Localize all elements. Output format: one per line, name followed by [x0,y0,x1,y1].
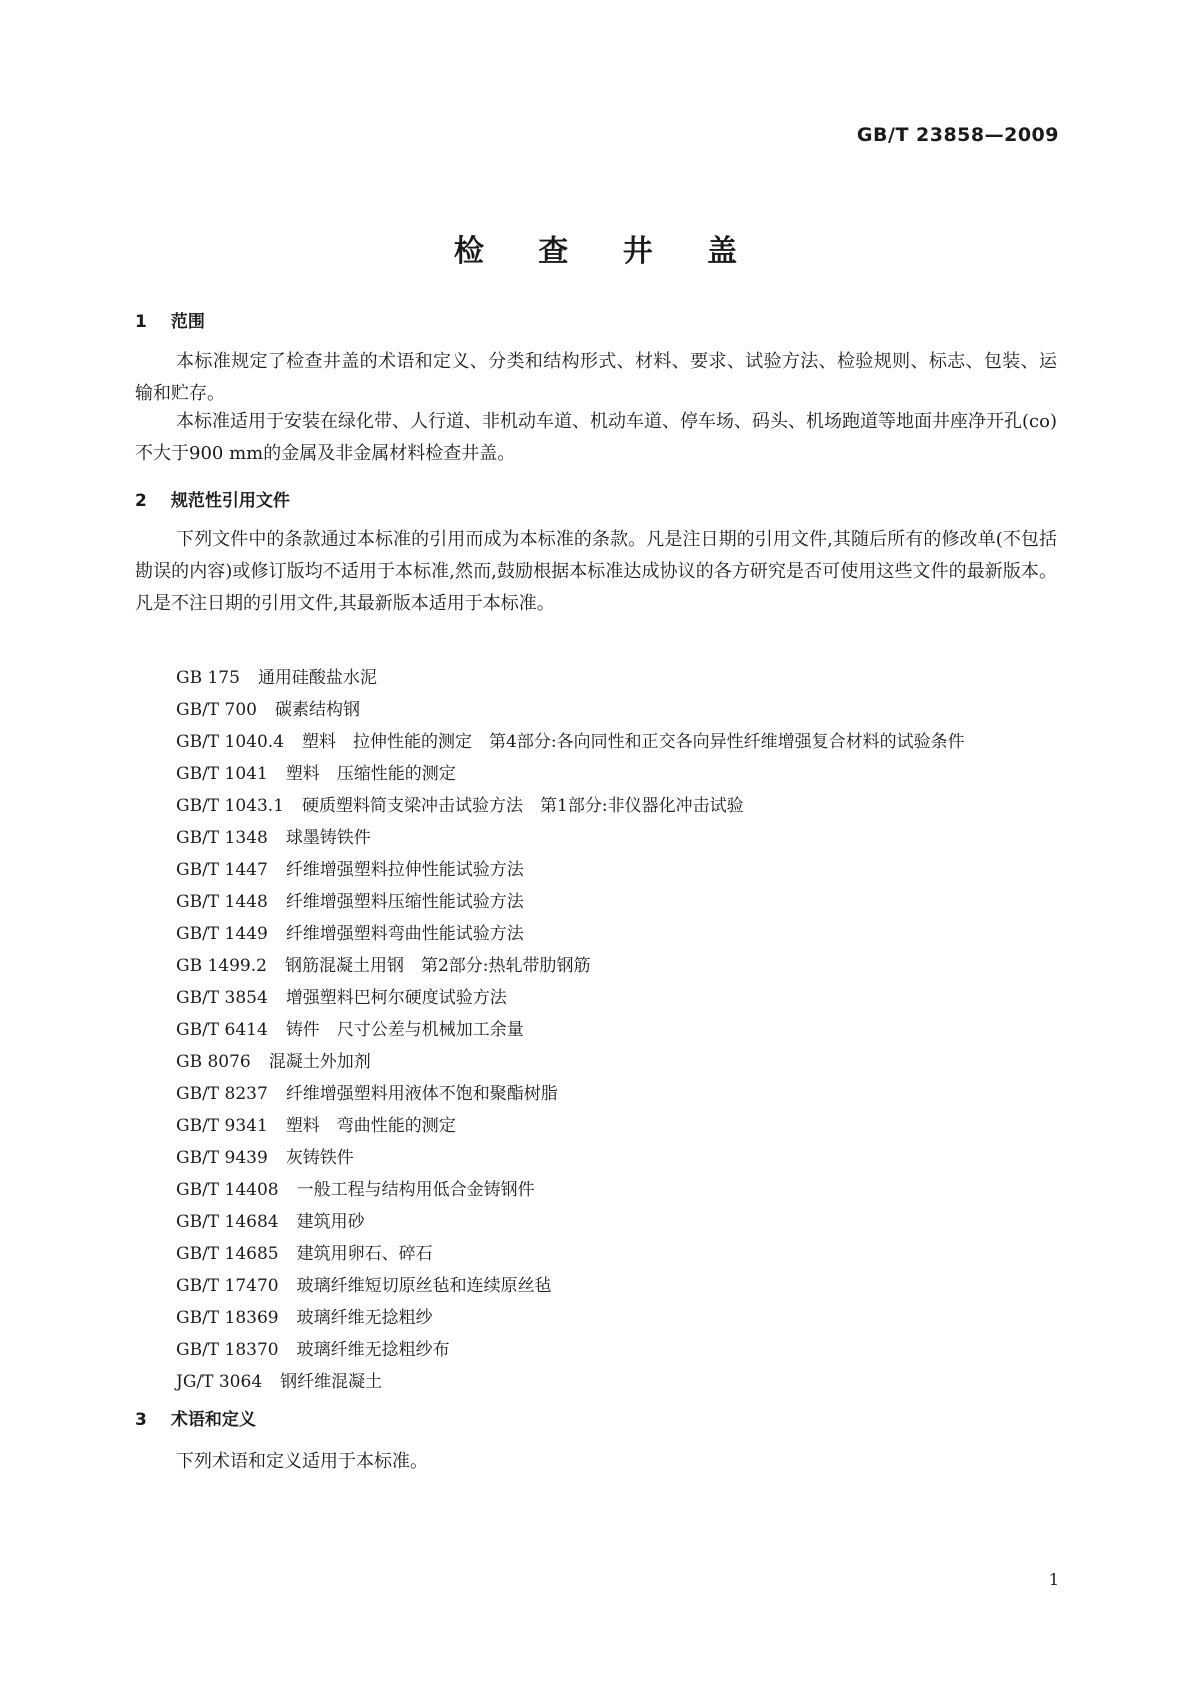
reference-title: 增强塑料巴柯尔硬度试验方法 [285,988,507,1008]
reference-code: GB/T 18369 [176,1308,279,1328]
reference-item [135,1302,1057,1334]
reference-title: 玻璃纤维短切原丝毡和连续原丝毡 [296,1276,552,1296]
section-number: 2 [135,491,147,511]
reference-code: GB 8076 [176,1052,251,1072]
reference-list [135,662,1057,1398]
reference-item [135,1142,1057,1174]
reference-title: 塑料 压缩性能的测定 [285,764,456,784]
reference-code: GB/T 700 [176,700,257,720]
reference-title: 塑料 拉伸性能的测定 第4部分:各向同性和正交各向异性纤维增强复合材料的试验条件 [302,732,965,752]
page-number: 1 [1048,1570,1059,1589]
reference-title: 混凝土外加剂 [268,1052,371,1072]
paragraph: 本标准规定了检查井盖的术语和定义、分类和结构形式、材料、要求、试验方法、检验规则、标志、包装、运输和贮存。 [135,351,1057,404]
reference-title: 塑料 弯曲性能的测定 [285,1116,456,1136]
section-heading-terms-and-definitions [135,1405,256,1430]
reference-code: GB/T 18370 [176,1340,279,1360]
reference-title: 钢筋混凝土用钢 第2部分:热轧带肋钢筋 [284,956,591,976]
reference-code: GB/T 1348 [176,828,268,848]
reference-code: GB/T 1448 [176,892,268,912]
reference-code: GB 1499.2 [176,956,267,976]
reference-title: 玻璃纤维无捻粗纱 [296,1308,433,1328]
reference-title: 纤维增强塑料弯曲性能试验方法 [285,924,524,944]
reference-item [135,1014,1057,1046]
document-title: 检 查 井 盖 [453,234,760,269]
reference-title: 通用硅酸盐水泥 [257,668,377,688]
reference-code: GB/T 1040.4 [176,732,285,752]
section-title: 术语和定义 [170,1410,256,1430]
reference-title: 纤维增强塑料用液体不饱和聚酯树脂 [285,1084,558,1104]
reference-title: 钢纤维混凝土 [280,1372,383,1392]
reference-code: GB/T 8237 [176,1084,268,1104]
reference-title: 灰铸铁件 [285,1148,354,1168]
reference-title: 建筑用砂 [296,1212,365,1232]
reference-title: 建筑用卵石、碎石 [296,1244,433,1264]
reference-title: 一般工程与结构用低合金铸钢件 [296,1180,535,1200]
reference-code: GB/T 6414 [176,1020,268,1040]
reference-code: GB/T 9341 [176,1116,268,1136]
reference-code: GB/T 14684 [176,1212,279,1232]
reference-title: 纤维增强塑料压缩性能试验方法 [285,892,524,912]
reference-code: GB/T 14408 [176,1180,279,1200]
reference-item [135,1110,1057,1142]
reference-code: JG/T 3064 [176,1372,263,1392]
paragraph: 下列术语和定义适用于本标准。 [176,1451,428,1472]
reference-item [135,1334,1057,1366]
reference-title: 玻璃纤维无捻粗纱布 [296,1340,450,1360]
section-number: 1 [135,312,147,332]
reference-title: 纤维增强塑料拉伸性能试验方法 [285,860,524,880]
reference-code: GB/T 3854 [176,988,268,1008]
reference-item [135,822,1057,854]
reference-item [135,1078,1057,1110]
reference-item [135,950,1057,982]
reference-code: GB/T 9439 [176,1148,268,1168]
reference-item [135,886,1057,918]
reference-item [135,694,1057,726]
paragraph: 下列文件中的条款通过本标准的引用而成为本标准的条款。凡是注日期的引用文件,其随后所有的修改单(不包括勘误的内容)或修订版均不适用于本标准,然而,鼓励根据本标准达成协议的各方研究是否可使用这些文件的最新版本。凡是不注日期的引用文件,其最新版本适用于本标准。 [135,529,1057,614]
reference-item [135,1238,1057,1270]
reference-item [135,1046,1057,1078]
reference-item [135,1270,1057,1302]
reference-item [135,982,1057,1014]
reference-code: GB/T 1041 [176,764,268,784]
reference-title: 球墨铸铁件 [285,828,371,848]
reference-item [135,662,1057,694]
reference-title: 硬质塑料简支梁冲击试验方法 第1部分:非仪器化冲击试验 [302,796,744,816]
reference-item [135,790,1057,822]
reference-code: GB/T 14685 [176,1244,279,1264]
reference-item [135,918,1057,950]
reference-code: GB 175 [176,668,240,688]
reference-title: 铸件 尺寸公差与机械加工余量 [285,1020,524,1040]
reference-code: GB/T 1449 [176,924,268,944]
reference-item [135,1206,1057,1238]
reference-item [135,854,1057,886]
reference-item [135,1366,1057,1398]
paragraph: 本标准适用于安装在绿化带、人行道、非机动车道、机动车道、停车场、码头、机场跑道等地面井座净开孔(co)不大于900 mm的金属及非金属材料检查井盖。 [135,411,1057,464]
reference-item [135,758,1057,790]
section-title: 规范性引用文件 [170,491,290,511]
section-heading-normative-references [135,486,290,511]
reference-code: GB/T 1043.1 [176,796,285,816]
reference-code: GB/T 17470 [176,1276,279,1296]
reference-item [135,726,1057,758]
reference-item [135,1174,1057,1206]
section-number: 3 [135,1410,147,1430]
section-heading-scope [135,307,205,332]
section-title: 范围 [170,312,205,332]
reference-title: 碳素结构钢 [275,700,360,720]
standard-code: GB/T 23858—2009 [856,124,1059,146]
reference-code: GB/T 1447 [176,860,268,880]
